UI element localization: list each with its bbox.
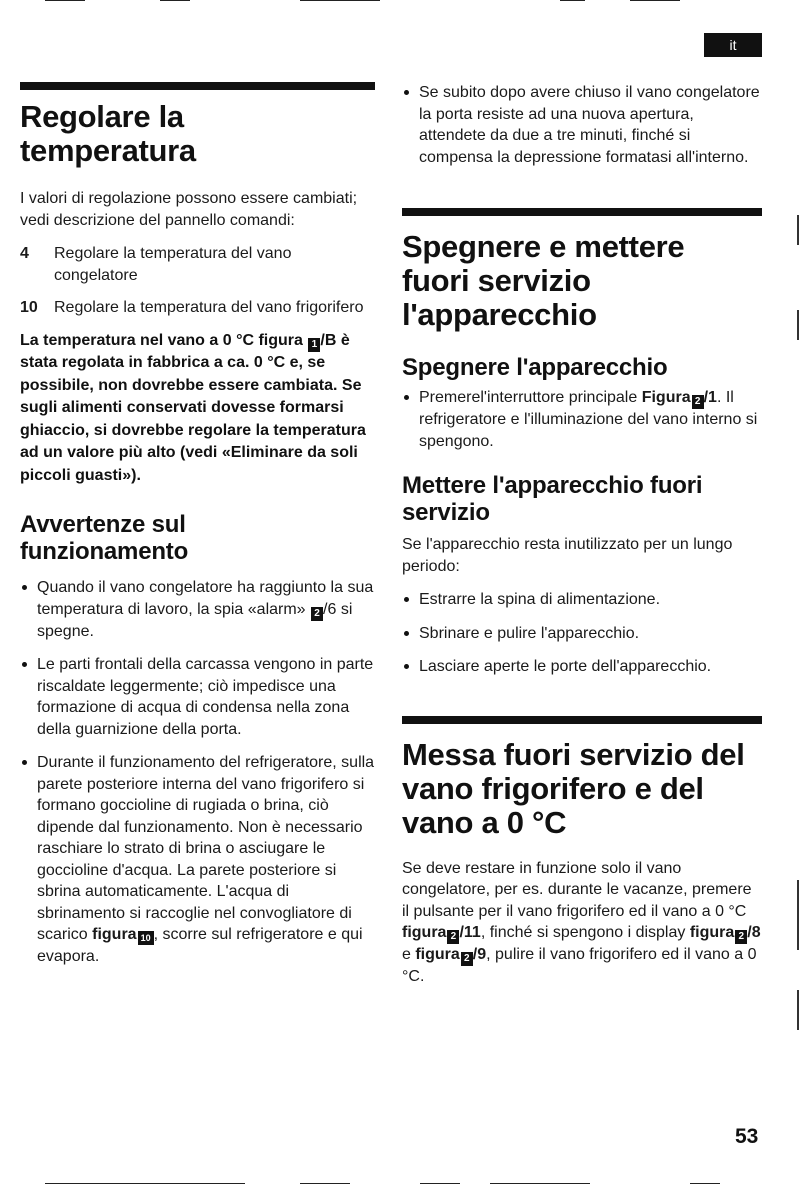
subsection-title-switch-off: Spegnere l'apparecchio: [402, 354, 668, 381]
top-edge-line-1: [45, 0, 85, 1]
decommission-intro: Se l'apparecchio resta inutilizzato per un lungo periodo:: [402, 536, 733, 575]
intro-paragraph: I valori di regolazione possono essere cambiati; vedi descrizione del pannello comandi:: [20, 190, 358, 229]
decommission-step: Estrarre la spina di alimentazione.: [402, 589, 762, 611]
section-title-switch-off: Spegnere e mettere fuori servizio l'apparecchio: [402, 229, 685, 332]
bottom-edge-line-1: [45, 1183, 245, 1184]
figure-suffix: /1: [703, 389, 717, 406]
bottom-edge-line-4: [490, 1183, 590, 1184]
paragraph-text: Se deve restare in funzione solo il vano congelatore, per es. durante le vacanze, premere il pulsante per il vano frigorifero ed il vano a 0 °C: [402, 859, 752, 920]
subsection-title-decommission: Mettere l'apparecchio fuori servizio: [402, 472, 703, 526]
warning-item-door-pressure: Se subito dopo avere chiuso il vano congelatore la porta resiste ad una nuova apertura, attendete da due a tre minuti, finché si compensa la depressione formatasi all'interno.: [402, 82, 762, 168]
right-margin-mark-2: [797, 310, 799, 340]
figure-ref-icon: 2: [461, 952, 473, 966]
decommission-step: Lasciare aperte le porte dell'apparecchio.: [402, 656, 762, 678]
figure-label: figura: [92, 926, 137, 943]
continued-warnings-list: [402, 82, 762, 168]
paragraph-text: e: [402, 946, 416, 963]
bottom-edge-line-3: [420, 1183, 460, 1184]
switch-off-item: [402, 387, 762, 452]
figure-ref-icon: 1: [308, 338, 320, 352]
figure-label: figura: [689, 924, 735, 941]
warning-text: Durante il funzionamento del refrigeratore, sulla parete posteriore interna del vano frigorifero si formano goccioline di rugiada o brina, ciò dipende dal funzionamento. Non è necessario raschiare lo strato di brina o asciugare le goccioline d'acqua. La parete posteriore si sbrina automaticamente. L'acqua di sbrinamento si raccoglie nel convogliatore di scarico: [37, 754, 375, 943]
paragraph-text: , finché si spengono i display: [480, 924, 690, 941]
top-edge-line-2: [160, 0, 190, 1]
left-column: [20, 82, 375, 967]
figure-label: figura: [402, 924, 447, 941]
warning-text: , scorre sul refrigeratore e qui evapora.: [37, 926, 363, 965]
figure-ref-icon: 10: [138, 931, 154, 945]
decommission-steps: [402, 589, 762, 678]
instruction-text: . Il refrigeratore e l'illuminazione del vano interno si spengono.: [419, 389, 758, 450]
note-text-1: La temperatura nel vano a 0 °C figura: [20, 331, 308, 349]
section-rule: [402, 208, 762, 216]
section-title-temperature: Regolare la temperatura: [20, 99, 196, 168]
warning-item-alarm: [20, 577, 375, 642]
setting-text: Regolare la temperatura del vano frigorifero: [54, 299, 364, 316]
setting-item-freezer: [20, 243, 375, 286]
zero-degree-note: [20, 330, 375, 488]
top-edge-line-3: [300, 0, 380, 1]
figure-ref-icon: 2: [311, 607, 323, 621]
decommission-step: Sbrinare e pulire l'apparecchio.: [402, 623, 762, 645]
right-margin-mark-1: [797, 215, 799, 245]
top-edge-line-4: [560, 0, 585, 1]
setting-number: 4: [20, 245, 29, 262]
section-rule: [402, 716, 762, 724]
section-title-fridge-off: Messa fuori servizio del vano frigorifero e del vano a 0 °C: [402, 736, 745, 840]
setting-number: 10: [20, 299, 38, 316]
figure-suffix: /9: [472, 946, 487, 963]
paragraph-text: , pulire il vano frigorifero ed il vano a 0 °C.: [402, 946, 757, 985]
right-column: [402, 82, 762, 988]
top-edge-line-5: [630, 0, 680, 1]
note-text-2: /B è stata regolata in fabbrica a ca. 0 °C e, se possibile, non dovrebbe essere cambiata. Se sugli alimenti conservati dovesse formarsi ghiaccio, si dovrebbe regolare la temperatura ad un valore più alto (vedi «Eliminare da soli piccoli guasti»).: [20, 331, 366, 484]
section-title-warnings: Avvertenze sul funzionamento: [20, 511, 189, 565]
switch-off-list: [402, 387, 762, 452]
figure-suffix: /8: [747, 924, 761, 941]
language-badge: it: [704, 33, 762, 57]
warning-item-defrost: [20, 752, 375, 967]
figure-suffix: /11: [459, 924, 481, 941]
figure-ref-icon: 2: [735, 930, 747, 944]
right-margin-mark-3: [797, 880, 799, 950]
section-rule: [20, 82, 375, 90]
figure-ref-icon: 2: [447, 930, 459, 944]
page-number: 53: [735, 1125, 759, 1148]
bottom-edge-line-2: [300, 1183, 350, 1184]
warning-text: Quando il vano congelatore ha raggiunto la sua temperatura di lavoro, la spia «alarm»: [37, 579, 374, 618]
bottom-edge-line-5: [690, 1183, 720, 1184]
figure-ref-icon: 2: [692, 395, 704, 409]
warning-item-condensation: Le parti frontali della carcassa vengono in parte riscaldate leggermente; ciò impedisce una formazione di acqua di condensa nella zona della guarnizione della porta.: [20, 654, 375, 740]
right-margin-mark-4: [797, 990, 799, 1030]
fridge-off-paragraph: [402, 858, 762, 988]
setting-text: Regolare la temperatura del vano congelatore: [54, 245, 292, 284]
warning-text: /6 si spegne.: [37, 600, 353, 640]
instruction-text: Premerel'interruttore principale: [419, 389, 642, 406]
figure-label: Figura: [641, 389, 691, 406]
setting-item-fridge: [20, 297, 375, 319]
warnings-list: [20, 577, 375, 967]
figure-label: figura: [415, 946, 460, 963]
